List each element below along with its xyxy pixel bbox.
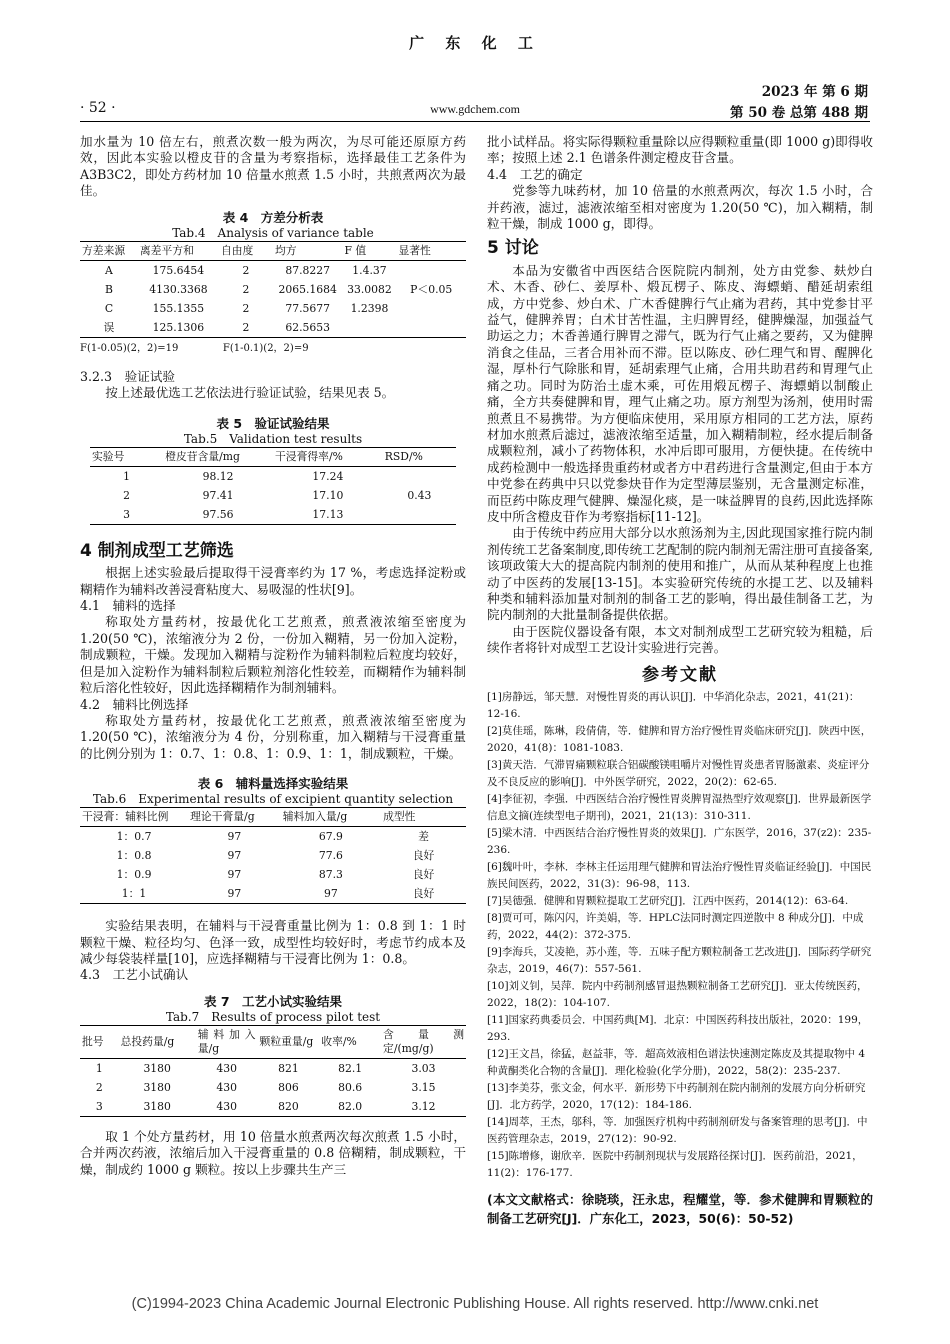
table-caption-en: Tab.5 Validation test results <box>183 431 363 446</box>
section-heading: 4.1 辅料的选择 <box>80 598 176 614</box>
reference-item: [13]李美芬，张文金，何水平．新形势下中药制剂在院内制剂的发展方向分析研究[J]．北方药学，2020，17(12)：184-186. <box>487 1082 866 1111</box>
journal-url[interactable]: www.gdchem.com <box>430 102 520 116</box>
table-row: 3 97.56 17.13 <box>90 505 456 525</box>
table-header: 批号 <box>80 1025 119 1058</box>
table-note: F(1-0.05)(2，2)=19 F(1-0.1)(2，2)=9 <box>80 342 309 354</box>
table-header: 干浸膏：辅料比例 <box>80 808 188 827</box>
volume-label: 第 50 卷 总第 488 期 <box>730 105 868 121</box>
paragraph: 由于传统中药应用大部分以水煎汤剂为主,因此现国家推行院内制剂传统工艺备案制度,即传统工艺配制的院内制剂无需注册可直接备案,该项政策大大的提高院内制剂的使用和推广，从而从某种程度上也推动了中医药的发展[13-15]。本实验研究传统的水提工艺、以及辅料种类和辅料添加量对制剂的制备工艺的影响，得出最佳制备工艺，为院内制剂的大批量制备提供依据。 <box>487 525 873 623</box>
left-column <box>80 134 466 1178</box>
reference-item: [6]魏叶叶，李林．李林主任运用理气健脾和胃法治疗慢性胃炎临证经验[J]．中国民族民间医药，2022，31(3)：96-98，113. <box>487 861 872 890</box>
paragraph: 党参等九味药材，加 10 倍量的水煎煮两次，每次 1.5 小时，合并药液，滤过，滤液浓缩至相对密度为 1.20(50 ℃)，加入糊精，制粒干燥，制成 1000 g，即得。 <box>487 183 873 232</box>
table-header: 总投药量/g <box>119 1025 196 1058</box>
table-header: 方差来源 <box>80 241 138 260</box>
table-header: F 值 <box>342 241 396 260</box>
paragraph: 由于医院仪器设备有限，本文对制剂成型工艺研究较为粗糙，后续作者将针对成型工艺设计实验进行完善。 <box>487 623 873 656</box>
reference-item: [5]梁木清．中西医结合治疗慢性胃炎的效果[J]．广东医学，2016，37(z2)：235-236. <box>487 827 872 856</box>
table-header: 理论干膏量/g <box>188 808 281 827</box>
journal-name: 广 东 化 工 <box>409 34 541 52</box>
table-caption-en: Tab.4 Analysis of variance table <box>172 225 374 240</box>
table-header: 离差平方和 <box>138 241 219 260</box>
copyright-line: (C)1994-2023 China Academic Journal Electronic Publishing House. All rights reserved. http://www.cnki.net <box>131 1296 819 1312</box>
table-caption-en: Tab.6 Experimental results of excipient quantity selection <box>92 792 454 807</box>
table-row: B 4130.3368 2 2065.1684 33.0082 P＜0.05 <box>104 282 453 296</box>
reference-item: [12]王文昌，徐猛，赵益菲，等．超高效液相色谱法快速测定陈皮及其提取物中 4 种黄酮类化合物的含量[J]．理化检验(化学分册)，2022，58(2)：235-237. <box>487 1048 866 1077</box>
table-caption: 表 5 验证试验结果 <box>216 415 330 431</box>
table-caption: 表 7 工艺小试实验结果 <box>203 993 343 1009</box>
paragraph: 根据上述实验最后提取得干浸膏率约为 17 %，考虑选择淀粉或糊精作为辅料改善浸膏粘度大、易吸湿的性状[9]。 <box>80 565 466 597</box>
reference-item: [14]周萃，王杰，邬科，等．加强医疗机构中药制剂研发与备案管理的思考[J]．中医药管理杂志，2019，27(12)：90-92. <box>487 1116 868 1145</box>
reference-item: [10]刘义钊，吴萍．院内中药制剂感冒退热颗粒制备工艺研究[J]．亚太传统医药，2022，18(2)：104-107. <box>487 980 868 1009</box>
table-row: 1：0.9 97 87.3 良好 <box>116 868 435 882</box>
table-caption: 表 4 方差分析表 <box>222 209 324 225</box>
table-6 <box>80 776 466 904</box>
table-header: 辅料加入量/g <box>196 1025 258 1058</box>
citation-format: (本文文献格式：徐晓琰，汪永忠，程耀堂，等．参术健脾和胃颗粒的制备工艺研究[J]．广东化工，2023，50(6)：50-52) <box>487 1192 873 1226</box>
section-heading: 3.2.3 验证试验 <box>80 369 176 385</box>
paragraph: 本品为安徽省中西医结合医院院内制剂，处方由党参、麸炒白术、木香、砂仁、姜厚朴、煅瓦楞子、陈皮、海螵蛸、醋延胡索组成，方中党参、炒白术、广木香健脾行气止痛为君药，其中党参甘平益气，健脾养胃；白术甘苦性温，主归脾胃经，健脾燥湿，加强益气助运之力；木香善通行脾胃之滞气，既为行气止痛之要药，又为健脾消食之佳品，三者合用补而不滞。臣以陈皮、砂仁理气和胃、醒脾化湿，厚朴行气除胀和胃，延胡索理气止痛，合用共助君药和胃理气止痛之功。同时为防治土虚木乘，可佐用煅瓦楞子、海螵蛸以制酸止痛，全方共奏健脾和胃，理气止痛之功。原方剂型为汤剂，使用时需煎煮且不易携带。为方便临床使用，采用原方相同的工艺方法，原药材加水煎煮后滤过，滤液浓缩至适量，加入糊精制粒，经水提后制备成颗粒剂，减小了药物体积，水冲后即可服用，方便快捷。在传统中成药检测中一般选择贵重药材或者方中君药进行含量测定,但由于本方中党参在药典中只以党参炔苷作为定型薄层鉴别，无含量测定标准，而臣药中陈皮理气健脾、燥湿化痰，是一味益脾胃的良药,因此选择陈皮中所含橙皮苷作为考察指标[11-12]。 <box>487 262 873 524</box>
table-4 <box>80 210 466 357</box>
issue-label: 2023 年 第 6 期 <box>761 84 868 100</box>
table-header: 自由度 <box>219 241 273 260</box>
references-title: 参考文献 <box>642 664 718 685</box>
table-row: C 155.1355 2 77.5677 1.2398 <box>104 301 389 315</box>
table-row: 2 3180 430 806 80.6 3.15 <box>95 1080 436 1094</box>
table-header: 实验号 <box>90 447 163 466</box>
section-heading: 4.2 辅料比例选择 <box>80 696 189 712</box>
reference-item: [11]国家药典委员会．中国药典[M]．北京：中国医药科技出版社，2020：199，293. <box>487 1014 869 1043</box>
table-row: 1 3180 430 821 82.1 3.03 <box>95 1061 436 1075</box>
reference-item: [7]吴德强．健脾和胃颗粒提取工艺研究[J]．江西中医药，2014(12)：63-64. <box>487 895 849 907</box>
table-row: 2 97.41 17.10 0.43 <box>123 488 432 502</box>
table-row: A 175.6454 2 87.8227 1.4.37 <box>105 263 387 277</box>
table-row: 1：0.8 97 77.6 良好 <box>116 849 435 863</box>
reference-item: [4]李征初，李强．中西医结合治疗慢性胃炎脾胃湿热型疗效观察[J]．世界最新医学信息文摘(连续型电子期刊)，2021，21(13)：310-311. <box>487 793 872 822</box>
table-header: 均方 <box>273 241 342 260</box>
reference-item: [9]李海兵，艾凌艳，苏小莲，等．五味子配方颗粒制备工艺改进[J]．国际药学研究杂志，2019，46(7)：557-561. <box>487 946 872 975</box>
table-header: 显著性 <box>396 241 466 260</box>
table-header: 辅料加入量/g <box>281 808 381 827</box>
paragraph: 按上述最优选工艺依法进行验证试验，结果见表 5。 <box>105 385 395 401</box>
section-heading-4: 4 制剂成型工艺筛选 <box>80 540 234 561</box>
paragraph: 批小试样品。将实际得颗粒重量除以应得颗粒重量(即 1000 g)即得收率；按照上述 2.1 色谱条件测定橙皮苷含量。 <box>487 134 873 166</box>
reference-item: [1]房静远，邹天慧．对慢性胃炎的再认识[J]．中华消化杂志，2021，41(21)：12-16. <box>487 691 860 720</box>
section-heading: 4.3 工艺小试确认 <box>80 967 189 983</box>
reference-item: [15]陈增修，谢欣辛．医院中药制剂现状与发展路径探讨[J]．医药前沿，2021，11(2)：176-177. <box>487 1150 863 1179</box>
table-row: 3 3180 430 820 82.0 3.12 <box>80 1097 466 1117</box>
table-caption: 表 6 辅料量选择实验结果 <box>197 776 349 792</box>
section-heading: 4.4 工艺的确定 <box>487 166 583 182</box>
table-row: 1：0.7 97 67.9 差 <box>116 830 429 844</box>
table-5 <box>80 416 466 525</box>
table-row: 误 125.1306 2 62.5653 <box>80 318 466 338</box>
table-row: 1 98.12 17.24 <box>123 469 344 483</box>
table-header: 收率/% <box>319 1025 381 1058</box>
references-list <box>487 689 873 1182</box>
reference-item: [2]莫佳瑶，陈琳，段倩倩，等．健脾和胃方治疗慢性胃炎临床研究[J]．陕西中医，2020，41(8)：1081-1083. <box>487 725 872 754</box>
table-header: 干浸膏得率/% <box>273 447 383 466</box>
reference-item: [3]黄天浩．气滞胃痛颗粒联合铝碳酸镁咀嚼片对慢性胃炎患者胃肠激素、炎症评分及不良反应的影响[J]．中外医学研究，2022，20(2)：62-65. <box>487 759 870 788</box>
reference-item: [8]贾可可，陈闪闪，许美娟，等．HPLC法同时测定四逆散中 8 种成分[J]．中成药，2022，44(2)：372-375. <box>487 912 864 941</box>
page-number: · 52 · <box>80 100 116 116</box>
header-rule <box>80 121 870 122</box>
paragraph: 称取处方量药材，按最优化工艺煎煮，煎煮液浓缩至密度为 1.20(50 ℃)，浓缩液分为 2 份，一份加入糊精，另一份加入淀粉，制成颗粒，干燥。发现加入糊精与淀粉作为辅料制粒后粒度均较好，但是加入淀粉作为辅料制粒后颗粒剂溶化性较差，而糊精作为辅料制粒后溶化性较好，因此选择糊精作为制剂辅料。 <box>80 614 466 696</box>
table-caption-en: Tab.7 Results of process pilot test <box>165 1009 381 1024</box>
table-header: 含量测定/(mg/g) <box>381 1025 466 1058</box>
right-column <box>487 134 873 1228</box>
paragraph: 实验结果表明，在辅料与干浸膏重量比例为 1：0.8 到 1：1 时颗粒干燥、粒径均匀、色泽一致，成型性均较好时，考虑节约成本及减少每袋装样量[10]，应选择糊精与干浸膏比例为 1：0.8。 <box>80 918 466 966</box>
table-7 <box>80 994 466 1117</box>
paragraph: 加水量为 10 倍左右，煎煮次数一般为两次，为尽可能还原原方药效，因此本实验以橙皮苷的含量为考察指标，选择最佳工艺条件为 A3B3C2，即处方药材加 10 倍量水煎煮 1.5 小时，共煎煮两次为最佳。 <box>80 134 466 199</box>
table-header: 橙皮苷含量/mg <box>163 447 273 466</box>
paragraph: 取 1 个处方量药材，用 10 倍量水煎煮两次每次煎煮 1.5 小时，合并两次药液，浓缩后加入干浸膏重量的 0.8 倍糊精，制成颗粒，干燥，制成约 1000 g 颗粒。按以上步骤共生产三 <box>80 1128 466 1177</box>
paragraph: 称取处方量药材，按最优化工艺煎煮，煎煮液浓缩至密度为 1.20(50 ℃)，浓缩液分为 4 份，分别称重，加入糊精与干浸膏重量的比例分别为 1：0.7、1：0.8、1：0.9、1：1，制成颗粒，干燥。 <box>80 712 466 761</box>
table-header: 颗粒重量/g <box>258 1025 320 1058</box>
table-header: RSD/% <box>383 447 456 466</box>
section-heading-5: 5 讨论 <box>487 238 539 259</box>
table-row: 1：1 97 97 良好 <box>80 884 466 904</box>
table-header: 成型性 <box>381 808 466 827</box>
